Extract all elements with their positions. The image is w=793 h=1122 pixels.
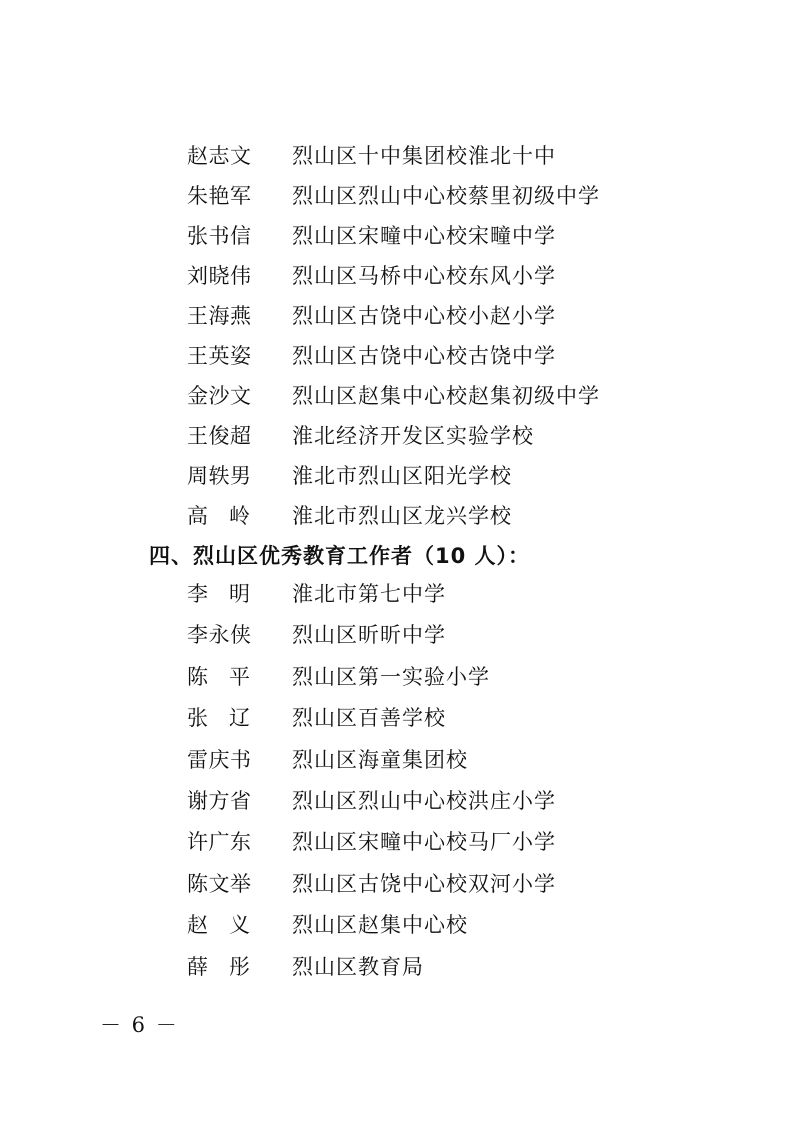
list-item (0, 256, 793, 296)
school-name: 烈山区十中集团校淮北十中 (292, 144, 556, 168)
school-name: 烈山区马桥中心校东风小学 (292, 264, 556, 288)
list-item (0, 781, 793, 822)
person-name: 赵 义 (187, 913, 250, 938)
list-item (0, 216, 793, 256)
person-name: 雷庆书 (187, 747, 252, 772)
school-name: 烈山区海童集团校 (292, 747, 468, 772)
school-name: 烈山区宋疃中心校宋疃中学 (292, 224, 556, 248)
list-item (0, 740, 793, 781)
list-item (0, 615, 793, 656)
school-name: 烈山区宋疃中心校马厂小学 (292, 830, 556, 855)
school-name: 烈山区古饶中心校小赵小学 (292, 304, 556, 328)
person-name: 陈 平 (187, 664, 250, 689)
person-name: 高 岭 (187, 504, 250, 528)
list-item (0, 864, 793, 905)
person-name: 谢方省 (187, 788, 252, 813)
educator-list (0, 574, 793, 988)
list-item (0, 657, 793, 698)
school-name: 烈山区第一实验小学 (292, 664, 490, 689)
person-name: 薛 彤 (187, 954, 250, 979)
list-item (0, 456, 793, 496)
school-name: 烈山区烈山中心校洪庄小学 (292, 788, 556, 813)
list-item (0, 822, 793, 863)
person-name: 陈文举 (187, 871, 252, 896)
person-name: 李 明 (187, 582, 250, 606)
list-item (0, 376, 793, 416)
person-name: 王英姿 (187, 344, 252, 368)
school-name: 烈山区百善学校 (292, 706, 446, 731)
list-item (0, 496, 793, 536)
person-name: 王海燕 (187, 304, 252, 328)
person-name: 周轶男 (187, 464, 252, 488)
person-name: 朱艳军 (187, 184, 252, 208)
school-name: 淮北经济开发区实验学校 (292, 424, 534, 448)
section-heading: 四、烈山区优秀教育工作者（10 人）： (149, 544, 531, 568)
school-name: 烈山区赵集中心校赵集初级中学 (292, 384, 600, 408)
list-item (0, 416, 793, 456)
school-name: 淮北市烈山区龙兴学校 (292, 504, 512, 528)
school-name: 淮北市第七中学 (292, 582, 446, 606)
school-name: 烈山区古饶中心校双河小学 (292, 871, 556, 896)
person-name: 张 辽 (187, 706, 250, 731)
person-name: 赵志文 (187, 144, 252, 168)
list-item (0, 176, 793, 216)
school-name: 烈山区古饶中心校古饶中学 (292, 344, 556, 368)
list-item (0, 574, 793, 615)
person-name: 金沙文 (187, 384, 252, 408)
list-item (0, 136, 793, 176)
person-name: 许广东 (187, 830, 252, 855)
list-item (0, 296, 793, 336)
page-number: － 6 － (100, 1013, 179, 1037)
list-item (0, 336, 793, 376)
list-item (0, 905, 793, 946)
school-name: 淮北市烈山区阳光学校 (292, 464, 512, 488)
school-name: 烈山区烈山中心校蔡里初级中学 (292, 184, 600, 208)
person-name: 李永侠 (187, 623, 252, 648)
list-item (0, 947, 793, 988)
person-name: 王俊超 (187, 424, 252, 448)
school-name: 烈山区赵集中心校 (292, 913, 468, 938)
list-item (0, 698, 793, 739)
school-name: 烈山区教育局 (292, 954, 424, 979)
honoree-list-continued (0, 136, 793, 536)
person-name: 刘晓伟 (187, 264, 252, 288)
school-name: 烈山区昕昕中学 (292, 623, 446, 648)
person-name: 张书信 (187, 224, 252, 248)
